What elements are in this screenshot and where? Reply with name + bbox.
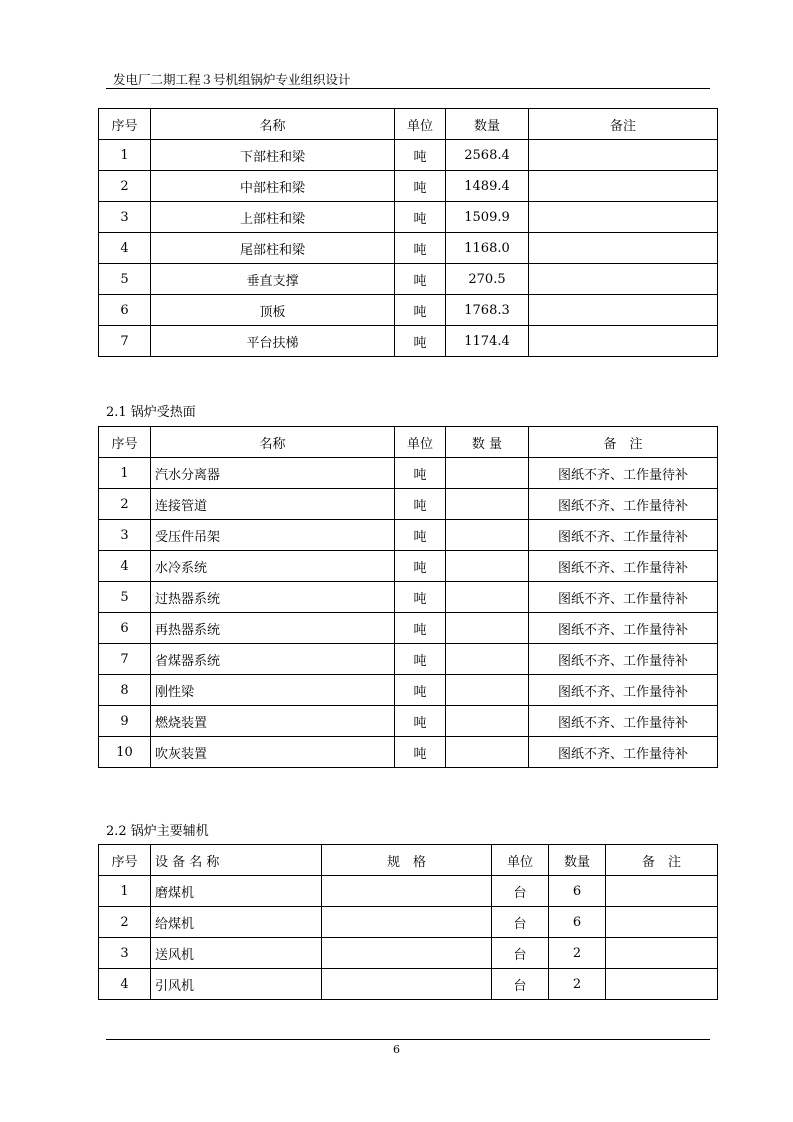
table-row	[99, 613, 718, 644]
table-cell: 吨	[395, 737, 446, 768]
table-cell	[529, 264, 718, 295]
table-row	[99, 938, 718, 969]
table-cell: 图纸不齐、工作量待补	[529, 458, 718, 489]
table-cell: 270.5	[446, 264, 529, 295]
table-cell: 台	[492, 907, 549, 938]
table-cell	[446, 582, 529, 613]
table-cell: 图纸不齐、工作量待补	[529, 737, 718, 768]
table-row	[99, 458, 718, 489]
table-row	[99, 969, 718, 1000]
table-cell: 水冷系统	[151, 551, 395, 582]
table-cell: 台	[492, 938, 549, 969]
table-cell: 10	[99, 737, 151, 768]
table-header-row	[99, 109, 718, 140]
table-cell: 图纸不齐、工作量待补	[529, 582, 718, 613]
table-cell	[446, 675, 529, 706]
column-header: 名称	[151, 427, 395, 458]
table-cell: 2	[99, 907, 151, 938]
table-cell: 2568.4	[446, 140, 529, 171]
table-cell	[529, 233, 718, 264]
table-row	[99, 489, 718, 520]
table-row	[99, 706, 718, 737]
table-cell: 吨	[395, 551, 446, 582]
table-cell: 5	[99, 582, 151, 613]
column-header: 设 备 名 称	[151, 845, 322, 876]
table-cell: 吨	[395, 295, 446, 326]
column-header: 备 注	[529, 427, 718, 458]
table-cell	[606, 907, 718, 938]
table-cell: 受压件吊架	[151, 520, 395, 551]
table-cell: 吹灰装置	[151, 737, 395, 768]
table-row	[99, 907, 718, 938]
table-cell: 吨	[395, 706, 446, 737]
column-header: 单位	[395, 109, 446, 140]
table-cell: 垂直支撑	[151, 264, 395, 295]
table-cell	[529, 202, 718, 233]
table-cell: 过热器系统	[151, 582, 395, 613]
table-cell: 送风机	[151, 938, 322, 969]
table-cell: 尾部柱和梁	[151, 233, 395, 264]
table-cell: 图纸不齐、工作量待补	[529, 675, 718, 706]
table-cell	[446, 458, 529, 489]
table-row	[99, 582, 718, 613]
table-cell	[529, 171, 718, 202]
page-header-title: 发电厂二期工程３号机组锅炉专业组织设计	[113, 72, 351, 87]
table-cell: 图纸不齐、工作量待补	[529, 613, 718, 644]
table-cell: 图纸不齐、工作量待补	[529, 706, 718, 737]
table-cell: 平台扶梯	[151, 326, 395, 357]
column-header: 规 格	[322, 845, 492, 876]
table-cell: 吨	[395, 582, 446, 613]
table-cell	[446, 551, 529, 582]
table-cell: 1	[99, 458, 151, 489]
table-cell	[322, 907, 492, 938]
table-cell: 6	[549, 876, 606, 907]
table-cell: 给煤机	[151, 907, 322, 938]
table-row	[99, 675, 718, 706]
table-cell	[529, 295, 718, 326]
section-2-2-title: 2.2 锅炉主要辅机	[106, 824, 209, 839]
page-number: 6	[393, 1043, 400, 1056]
table-cell: 9	[99, 706, 151, 737]
header-divider	[106, 88, 710, 89]
heating-surface-table	[98, 426, 718, 768]
table-header-row	[99, 845, 718, 876]
column-header: 数量	[549, 845, 606, 876]
table-row	[99, 737, 718, 768]
table-cell: 7	[99, 644, 151, 675]
table-cell: 1489.4	[446, 171, 529, 202]
footer-divider	[106, 1039, 710, 1040]
table-cell	[529, 326, 718, 357]
table-cell: 图纸不齐、工作量待补	[529, 489, 718, 520]
table-cell: 2	[549, 969, 606, 1000]
table-row	[99, 171, 718, 202]
table-cell	[322, 876, 492, 907]
table-cell: 4	[99, 969, 151, 1000]
table-cell	[446, 613, 529, 644]
table-row	[99, 876, 718, 907]
column-header: 序号	[99, 845, 151, 876]
table-cell	[529, 140, 718, 171]
column-header: 单位	[492, 845, 549, 876]
table-cell: 1768.3	[446, 295, 529, 326]
table-cell: 1168.0	[446, 233, 529, 264]
table-cell: 吨	[395, 264, 446, 295]
table-cell: 5	[99, 264, 151, 295]
table-row	[99, 264, 718, 295]
table-cell: 下部柱和梁	[151, 140, 395, 171]
table-row	[99, 202, 718, 233]
table-cell: 吨	[395, 675, 446, 706]
section-2-1-title: 2.1 锅炉受热面	[106, 405, 196, 420]
table-cell: 台	[492, 876, 549, 907]
table-cell: 6	[99, 613, 151, 644]
table-cell: 3	[99, 520, 151, 551]
table-cell: 7	[99, 326, 151, 357]
steel-structure-table	[98, 108, 718, 357]
table-cell: 吨	[395, 489, 446, 520]
table-cell: 连接管道	[151, 489, 395, 520]
table-cell	[322, 969, 492, 1000]
table-cell: 8	[99, 675, 151, 706]
table-cell: 3	[99, 938, 151, 969]
table-row	[99, 295, 718, 326]
table-cell: 1174.4	[446, 326, 529, 357]
table-cell: 引风机	[151, 969, 322, 1000]
table-cell: 吨	[395, 644, 446, 675]
column-header: 备注	[529, 109, 718, 140]
table-cell: 台	[492, 969, 549, 1000]
table-cell: 2	[99, 489, 151, 520]
table-cell: 吨	[395, 520, 446, 551]
table-cell: 3	[99, 202, 151, 233]
table-cell: 刚性梁	[151, 675, 395, 706]
table-cell: 顶板	[151, 295, 395, 326]
auxiliary-machine-table	[98, 844, 718, 1000]
table-cell: 吨	[395, 140, 446, 171]
table-cell: 1509.9	[446, 202, 529, 233]
column-header: 数 量	[446, 427, 529, 458]
table-cell: 吨	[395, 171, 446, 202]
table-row	[99, 140, 718, 171]
table-cell: 磨煤机	[151, 876, 322, 907]
table-cell: 汽水分离器	[151, 458, 395, 489]
table-cell	[446, 737, 529, 768]
table-cell: 6	[99, 295, 151, 326]
table-cell: 燃烧装置	[151, 706, 395, 737]
column-header: 单位	[395, 427, 446, 458]
table-cell	[446, 489, 529, 520]
table-cell: 1	[99, 876, 151, 907]
table-cell: 2	[99, 171, 151, 202]
table-cell: 4	[99, 233, 151, 264]
column-header: 序号	[99, 109, 151, 140]
table-cell: 图纸不齐、工作量待补	[529, 551, 718, 582]
table-cell: 吨	[395, 233, 446, 264]
table-cell: 吨	[395, 202, 446, 233]
table-header-row	[99, 427, 718, 458]
column-header: 名称	[151, 109, 395, 140]
table-cell: 中部柱和梁	[151, 171, 395, 202]
column-header: 数量	[446, 109, 529, 140]
table-row	[99, 551, 718, 582]
table-cell: 图纸不齐、工作量待补	[529, 520, 718, 551]
table-cell: 吨	[395, 458, 446, 489]
table-cell	[606, 938, 718, 969]
table-cell: 图纸不齐、工作量待补	[529, 644, 718, 675]
column-header: 备 注	[606, 845, 718, 876]
table-row	[99, 326, 718, 357]
table-cell: 上部柱和梁	[151, 202, 395, 233]
table-cell	[446, 706, 529, 737]
table-cell	[606, 969, 718, 1000]
table-row	[99, 233, 718, 264]
table-row	[99, 644, 718, 675]
table-cell: 6	[549, 907, 606, 938]
table-cell	[606, 876, 718, 907]
table-cell: 2	[549, 938, 606, 969]
table-cell	[446, 520, 529, 551]
column-header: 序号	[99, 427, 151, 458]
table-cell: 吨	[395, 326, 446, 357]
table-cell: 4	[99, 551, 151, 582]
table-cell: 1	[99, 140, 151, 171]
table-cell: 吨	[395, 613, 446, 644]
table-cell: 省煤器系统	[151, 644, 395, 675]
table-cell	[322, 938, 492, 969]
table-row	[99, 520, 718, 551]
table-cell	[446, 644, 529, 675]
table-cell: 再热器系统	[151, 613, 395, 644]
